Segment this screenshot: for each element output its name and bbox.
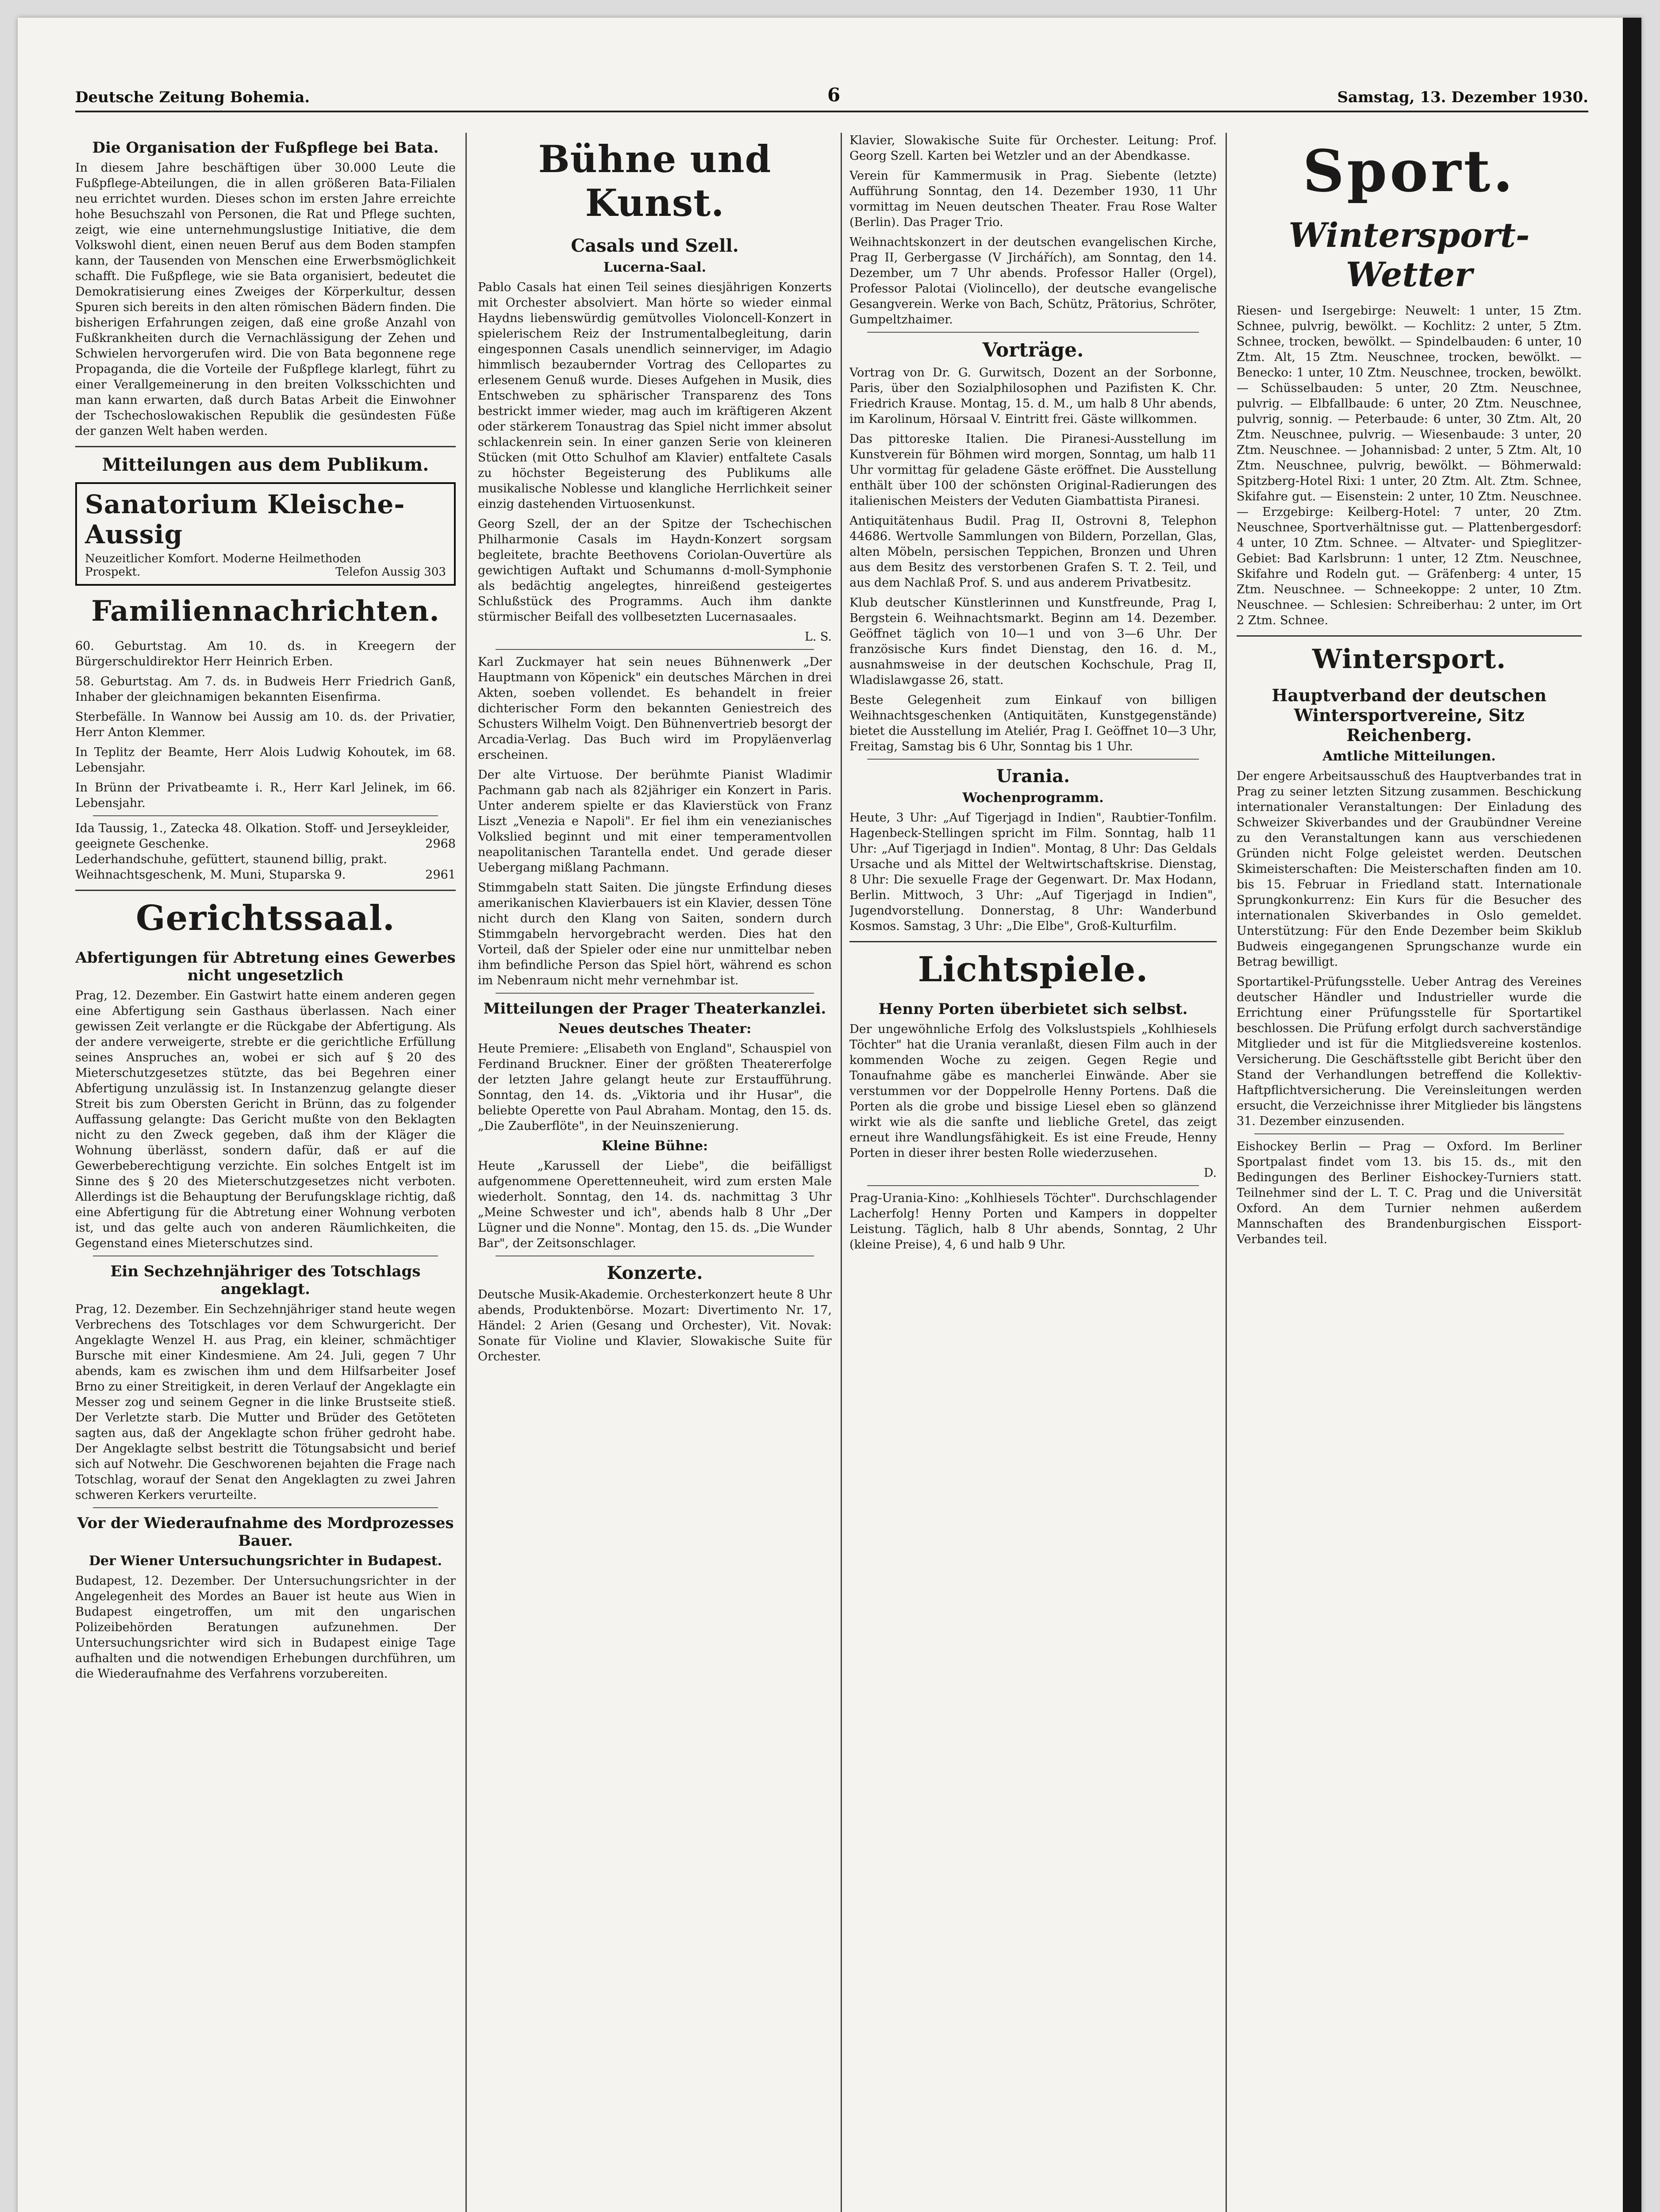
ad-line: Prospekt.	[85, 565, 141, 579]
section-heading: Mitteilungen aus dem Publikum.	[102, 454, 429, 475]
article-headline: Ein Sechzehnjähriger des Totschlags angeklagt.	[110, 1263, 421, 1298]
article-body: In diesem Jahre beschäftigen über 30.000 Leute die Fußpflege-Abteilungen, die in allen größeren Bata-Filialen neu errichtet wurden. Dieses schon im ersten Jahre erreichte hohe Besuchszahl von Personen, die Rat und Pflege suchten, zeigt, wie eine unternehmungslustige Initiative, die dem Volkswohl dient, einen neuen Beruf aus dem Boden stampfen kann, der Tausenden von Menschen eine Erwerbsmöglichkeit schafft. Die Fußpflege, wie sie Bata organisiert, bedeutet die Demokratisierung eines Zweiges der Körperkultur, dessen Spuren sich bereits in den alten römischen Bädern finden. Die bisherigen Erfahrungen zeigen, daß eine große Anzahl von Fußkrankheiten durch die Vernachlässigung der Zehen und Schwielen hervorgerufen wird. Die von Bata begonnene rege Propaganda, die die Vorteile der Fußpflege klarlegt, führt zu einer Verallgemeinerung in den breiten Volksschichten und man kann erwarten, daß durch Batas Arbeit die Einwohner der Tschechoslowakischen Republik die gesündesten Füße der ganzen Welt haben werden.	[75, 161, 456, 438]
article-body: Klub deutscher Künstlerinnen und Kunstfreunde, Prag I, Bergstein 6. Weihnachtsmarkt. Beginn am 14. Dezember. Geöffnet täglich von 10—1 und von 3—6 Uhr. Der französische Kurs findet Dienstag, den 16. d. M., ausnahmsweise in der deutschen Kochschule, Prag II, Wladislawgasse 26, statt.	[849, 596, 1217, 687]
family-item: 58. Geburtstag. Am 7. ds. in Budweis Herr Friedrich Ganß, Inhaber der gleichnamigen bekannten Eisenfirma.	[75, 675, 456, 704]
article-headline: Die Organisation der Fußpflege bei Bata.	[92, 139, 439, 157]
column-rule	[841, 133, 842, 2212]
article-body: Vortrag von Dr. G. Gurwitsch, Dozent an der Sorbonne, Paris, über den Sozialphilosophen und Pazifisten K. Chr. Friedrich Krause. Montag, 15. d. M., um halb 8 Uhr abends, im Karolinum, Hörsaal V. Eintritt frei. Gäste willkommen.	[849, 366, 1217, 426]
article-subheadline: Neues deutsches Theater:	[558, 1021, 752, 1037]
article-subheadline: Amtliche Mitteilungen.	[1322, 749, 1496, 764]
sanatorium-ad	[75, 482, 456, 586]
classified-number: 2968	[425, 837, 456, 851]
ad-phone: Telefon Aussig 303	[335, 565, 446, 579]
article-headline: Wintersport-Wetter	[1288, 215, 1530, 294]
article-body: Verein für Kammermusik in Prag. Siebente (letzte) Aufführung Sonntag, den 14. Dezember 1930, 11 Uhr vormittag im Neuen deutschen Theater. Frau Rose Walter (Berlin). Das Prager Trio.	[849, 169, 1217, 229]
section-heading: Gerichtssaal.	[136, 898, 395, 938]
column-rule	[1226, 133, 1227, 2212]
article-subheadline: Wochenprogramm.	[962, 790, 1104, 806]
article-body: Heute Premiere: „Elisabeth von England", Schauspiel von Ferdinand Bruckner. Einer der größten Theatererfolge der letzten Jahre gelangt heute zur Erstaufführung. Sonntag, den 14. ds. „Viktoria und ihr Husar", die beliebte Operette von Paul Abraham. Montag, den 15. ds. „Die Zauberflöte", in der Neuinszenierung.	[478, 1042, 832, 1133]
running-header	[75, 84, 1588, 112]
article-body: Heute, 3 Uhr: „Auf Tigerjagd in Indien", Raubtier-Tonfilm. Hagenbeck-Stellingen spricht im Film. Sonntag, halb 11 Uhr: „Auf Tigerjagd in Indien". Montag, 8 Uhr: Das Geldals Ursache und als Mittel der Weltwirtschaftskrise. Dienstag, 8 Uhr: Die sexuelle Frage der Gegenwart. Dr. Max Hodann, Berlin. Mittwoch, 3 Uhr: „Auf Tigerjagd in Indien", Jugendvorstellung. Donnerstag, 8 Uhr: Wanderbund Kosmos. Samstag, 3 Uhr: „Die Elbe", Groß-Kulturfilm.	[849, 811, 1217, 933]
section-heading: Wintersport.	[1312, 644, 1506, 675]
article-body: Heute „Karussell der Liebe", die beifälligst aufgenommene Operettenneuheit, wird zum ersten Male wiederholt. Sonntag, den 14. ds. nachmittag 3 Uhr „Meine Schwester und ich", abends halb 8 Uhr „Der Lügner und die Nonne". Montag, den 15. ds. „Die Wunder Bar", der Zeitsonschlager.	[478, 1159, 832, 1250]
article-body: Karl Zuckmayer hat sein neues Bühnenwerk „Der Hauptmann von Köpenick" ein deutsches Märchen in drei Akten, soeben vollendet. Es behandelt in freier dichterischer Form den bekannten Geniestreich des Schusters Wilhelm Voigt. Den Bühnenvertrieb besorgt der Arcadia-Verlag. Das Buch wird im Propyläenverlag erscheinen.	[478, 655, 832, 762]
page-number: 6	[827, 84, 841, 106]
article-body: Antiquitätenhaus Budil. Prag II, Ostrovni 8, Telephon 44686. Wertvolle Sammlungen von Bildern, Porzellan, Glas, alten Möbeln, persischen Teppichen, Bronzen und Uhren aus dem Besitz des verstorbenen Grafen S. T. 2. Teil, und aus dem Nachlaß Prof. S. und aus anderem Privatbesitz.	[849, 514, 1217, 590]
column-rule	[465, 133, 467, 2212]
scan-edge	[1623, 18, 1641, 2212]
article-subheadline: Lucerna-Saal.	[603, 260, 707, 275]
column-3	[849, 133, 1217, 2212]
article-body: Der engere Arbeitsausschuß des Hauptverbandes trat in Prag zu seiner letzten Sitzung zusammen. Beschickung internationaler Veranstaltungen: Der Einladung des Schweizer Skiverbandes und der Graubündner Vereine zu den Veranstaltungen kann aus verschiedenen Gründen nicht Folge geleistet werden. Deutschen Skimeisterschaften: Die Meisterschaften finden am 10. bis 15. Februar in Friedland statt. Internationale Sprungkonkurrenz: Ein Kurs für die Besucher des internationalen Skiverbandes in Oslo gemeldet. Unterstützung: Für den Ende Dezember beim Skiklub Budweis eingegangenen Sprungschanze wurde ein Betrag bewilligt.	[1237, 769, 1582, 969]
article-body: Riesen- und Isergebirge: Neuwelt: 1 unter, 15 Ztm. Schnee, pulvrig, bewölkt. — Kochlitz: 2 unter, 5 Ztm. Schnee, trocken, bewölkt. — Spindelbauden: 6 unter, 10 Ztm. Alt, 15 Ztm. Neuschnee, trocken, bewölkt. — Benecko: 1 unter, 10 Ztm. Neuschnee, trocken, bewölkt. — Schüsselbauden: 5 unter, 20 Ztm. Neuschnee, pulvrig. — Elbfallbaude: 6 unter, 20 Ztm. Neuschnee, pulvrig, sonnig. — Peterbaude: 6 unter, 30 Ztm. Alt, 20 Ztm. Neuschnee, pulvrig. — Wiesenbaude: 3 unter, 20 Ztm. Neuschnee. — Johannisbad: 2 unter, 5 Ztm. Alt, 10 Ztm. Neuschnee, pulvrig, bewölkt. — Böhmerwald: Spitzberg-Hotel Rixi: 1 unter, 20 Ztm. Alt. Ztm. Schnee, Skifahre gut. — Eisenstein: 2 unter, 10 Ztm. Neuschnee. — Erzgebirge: Keilberg-Hotel: 7 unter, 20 Ztm. Neuschnee, Sportverhältnisse gut. — Plattenbergesdorf: 4 unter, 10 Ztm. Schnee. — Altvater- und Spieglitzer-Gebiet: Bad Karlsbrunn: 1 unter, 12 Ztm. Neuschnee, Skifahre und Rodeln gut. — Gräfenberg: 4 unter, 15 Ztm. Neuschnee. — Schneekoppe: 2 unter, 10 Ztm. Neuschnee. — Schlesien: Schreiberhau: 2 unter, im Ort 2 Ztm. Schnee.	[1237, 304, 1582, 627]
column-4	[1237, 133, 1582, 2212]
issue-date: Samstag, 13. Dezember 1930.	[1337, 88, 1588, 106]
classified-ad	[75, 821, 456, 852]
section-heading: Familiennachrichten.	[91, 595, 440, 628]
article-body: Das pittoreske Italien. Die Piranesi-Ausstellung im Kunstverein für Böhmen wird morgen, Sonntag, um halb 11 Uhr vormittag für geladene Gäste eröffnet. Die Ausstellung enthält über 100 der schönsten Original-Radierungen des italienischen Meisters der Veduten Giambattista Piranesi.	[849, 432, 1217, 508]
family-item: 60. Geburtstag. Am 10. ds. in Kreegern der Bürgerschuldirektor Herr Heinrich Erben.	[75, 639, 456, 668]
article-headline: Hauptverband der deutschen Wintersportvereine, Sitz Reichenberg.	[1272, 685, 1547, 745]
section-heading: Sport.	[1303, 137, 1516, 205]
article-body: Stimmgabeln statt Saiten. Die jüngste Erfindung dieses amerikanischen Klavierbauers ist ein Klavier, dessen Töne nicht durch den Klang von Saiten, sondern durch Stimmgabeln hervorgebracht werden. Dies hat den Vorteil, daß der Spieler oder eine nur unmittelbar neben ihm befindliche Person das Spiel hört, während es schon im Nebenraum nicht mehr vernehmbar ist.	[478, 881, 832, 987]
ad-title: Sanatorium Kleische-Aussig	[85, 489, 405, 549]
article-headline: Mitteilungen der Prager Theaterkanzlei.	[483, 1000, 826, 1018]
column-1	[75, 133, 456, 2212]
article-headline: Henny Porten überbietet sich selbst.	[878, 1000, 1188, 1018]
newspaper-page	[18, 18, 1641, 2212]
classified-text: Ida Taussig, 1., Zatecka 48. Olkation. Stoff- und Jerseykleider, geeignete Geschenke.	[75, 822, 450, 851]
article-body: Prag, 12. Dezember. Ein Sechzehnjähriger stand heute wegen Verbrechens des Totschlages vor dem Schwurgericht. Der Angeklagte Wenzel H. aus Prag, ein kleiner, schmächtiger Bursche mit einer Kindesmiene. Am 24. Juli, gegen 7 Uhr abends, kam es zwischen ihm und dem Hilfsarbeiter Josef Brno zu einer Streitigkeit, in deren Verlauf der Angeklagte ein Messer zog und seinem Gegner in die linke Brustseite stieß. Der Verletzte starb. Die Mutter und Brüder des Getöteten sagten aus, daß der Angeklagte schon früher gedroht habe. Der Angeklagte selbst bestritt die Tötungsabsicht und berief sich auf Notwehr. Die Geschworenen bejahten die Frage nach Totschlag, worauf der Senat den Angeklagten zu zwei Jahren schweren Kerkers verurteilte.	[75, 1302, 456, 1502]
family-item: Sterbefälle. In Wannow bei Aussig am 10. ds. der Privatier, Herr Anton Klemmer.	[75, 710, 456, 739]
article-body: Prag-Urania-Kino: „Kohlhiesels Töchter". Durchschlagender Lacherfolg! Henny Porten und Kampers in doppelter Leistung. Täglich, halb 8 Uhr abends, Sonntag, 2 Uhr (kleine Preise), 4, 6 und halb 9 Uhr.	[849, 1191, 1217, 1252]
family-item: In Brünn der Privatbeamte i. R., Herr Karl Jelinek, im 66. Lebensjahr.	[75, 781, 456, 810]
section-heading: Bühne und Kunst.	[538, 137, 772, 225]
paper-title: Deutsche Zeitung Bohemia.	[75, 88, 310, 106]
article-headline: Konzerte.	[607, 1263, 703, 1283]
article-headline: Vor der Wiederaufnahme des Mordprozesses Bauer.	[77, 1514, 454, 1550]
section-heading: Lichtspiele.	[918, 949, 1149, 990]
family-item: In Teplitz der Beamte, Herr Alois Ludwig Kohoutek, im 68. Lebensjahr.	[75, 745, 456, 775]
ad-line: Neuzeitlicher Komfort. Moderne Heilmethoden	[85, 552, 361, 565]
classified-ad	[75, 852, 456, 883]
article-body: Klavier, Slowakische Suite für Orchester. Leitung: Prof. Georg Szell. Karten bei Wetzler und an der Abendkasse.	[849, 134, 1217, 163]
article-subheadline: Kleine Bühne:	[601, 1138, 708, 1154]
article-headline: Casals und Szell.	[571, 235, 739, 256]
article-body: Pablo Casals hat einen Teil seines diesjährigen Konzerts mit Orchester absolviert. Man hörte so wieder einmal Haydns liebenswürdig gemütvolles Violoncell-Konzert in spielerischem Reiz der Instrumentalbegleitung, darin eingesponnen Casals unendlich seinnerviger, im Adagio himmlisch bezaubernder Vortrag des Cellopartes zu erlesenem Genuß wurde. Dieses Aufgehen in Musik, dies Entschweben zu sphärischer Transparenz des Tons bestrickt immer wieder, mag auch im kräftigeren Akzent oder stärkerem Tonaustrag das Spiel nicht immer absolut schlackenrein sein. In einer ganzen Serie von kleineren Stücken (mit Otto Schulhof am Klavier) entfaltete Casals zu höchster Begeisterung des Publikums alle musikalische Noblesse und klangliche Herrlichkeit seiner einzig dastehenden Virtuosenkunst.	[478, 280, 832, 511]
article-signature: D.	[1203, 1166, 1217, 1180]
article-signature: L. S.	[804, 630, 832, 644]
article-headline: Abfertigungen für Abtretung eines Gewerbes nicht ungesetzlich	[75, 949, 456, 984]
article-body: Der alte Virtuose. Der berühmte Pianist Wladimir Pachmann gab nach als 82jähriger ein Konzert in Paris. Unter anderem spielte er das Klavierstück von Franz Liszt „Venezia e Napoli". Er fiel ihm ein venezianisches Volkslied beginnt und mit einer temperamentvollen neapolitanischen Tarantella endet. Und gerade dieser Uebergang mißlang Pachmann.	[478, 768, 832, 875]
article-body: Der ungewöhnliche Erfolg des Volkslustspiels „Kohlhiesels Töchter" hat die Urania veranlaßt, diesen Film auch in der kommenden Woche zu zeigen. Gegen Regie und Tonaufnahme gäbe es mancherlei Einwände. Aber sie verstummen vor der Doppelrolle Henny Portens. Daß die Porten als die grobe und bissige Liesel eben so glänzend wirkt wie als die sanfte und liebliche Gretel, das zeigt erneut ihre Wandlungsfähigkeit. Es ist eine Freude, Henny Porten in dieser ihrer besten Rolle wiederzusehen.	[849, 1022, 1217, 1160]
article-body: Sportartikel-Prüfungsstelle. Ueber Antrag des Vereines deutscher Händler und Industrieller wurde die Errichtung einer Prüfungsstelle für Sportartikel beschlossen. Die Prüfung erfolgt durch sachverständige Mitglieder und ist für die Mitgliedsvereine kostenlos. Versicherung. Die Geschäftsstelle gibt Bericht über den Stand der Verhandlungen betreffend die Kollektiv-Haftpflichtversicherung. Die Vereinsleitungen werden ersucht, die Verzeichnisse ihrer Mitglieder bis längstens 31. Dezember einzusenden.	[1237, 975, 1582, 1128]
article-body: Deutsche Musik-Akademie. Orchesterkonzert heute 8 Uhr abends, Produktenbörse. Mozart: Divertimento Nr. 17, Händel: 2 Arien (Gesang und Orchester), Vit. Novak: Sonate für Violine und Klavier, Slowakische Suite für Orchester.	[478, 1288, 832, 1363]
article-body: Eishockey Berlin — Prag — Oxford. Im Berliner Sportpalast findet vom 13. bis 15. ds., mit den Bedingungen des Berliner Eishockey-Turniers statt. Teilnehmer sind der L. T. C. Prag und die Universität Oxford. An dem Turnier nehmen außerdem Mannschaften des Brandenburgischen Eissport-Verbandes teil.	[1237, 1140, 1582, 1246]
classified-number: 2961	[425, 868, 456, 882]
column-2	[478, 133, 832, 2212]
section-heading: Urania.	[996, 766, 1070, 787]
article-body: Weihnachtskonzert in der deutschen evangelischen Kirche, Prag II, Gerbergasse (V Jirchářích), am Sonntag, den 14. Dezember, um 7 Uhr abends. Professor Haller (Orgel), Professor Palotai (Violincello), der deutsche evangelische Gesangverein. Werke von Bach, Schütz, Prätorius, Schröter, Gumpeltzhaimer.	[849, 235, 1217, 326]
article-subheadline: Der Wiener Untersuchungsrichter in Budapest.	[88, 1553, 442, 1569]
article-body: Georg Szell, der an der Spitze der Tschechischen Philharmonie Casals im Haydn-Konzert sorgsam begleitete, brachte Beethovens Coriolan-Ouvertüre als gewichtigen Auftakt und Schumanns d-moll-Symphonie als bedächtig angelegtes, hinreißend gesteigertes Schlußstück des Programms. Auch ihm dankte stürmischer Beifall des vollbesetzten Lucernasaales.	[478, 517, 832, 624]
article-body: Beste Gelegenheit zum Einkauf von billigen Weihnachtsgeschenken (Antiquitäten, Kunstgegenstände) bietet die Ausstellung im Ateliér, Prag I. Geöffnet 10—3 Uhr, Freitag, Samstag bis 6 Uhr, Sonntag bis 1 Uhr.	[849, 693, 1217, 753]
article-body: Prag, 12. Dezember. Ein Gastwirt hatte einem anderen gegen eine Abfertigung sein Gasthaus überlassen. Nach einer gewissen Zeit verlangte er die Rückgabe der Abfertigung. Als der andere verweigerte, strebte er die gerichtliche Erfüllung seines Anspruches an, wobei er sich auf § 20 des Mieterschutzgesetzes stützte, das bei Begehren einer Abfertigung unzulässig ist. In Instanzenzug gelangte dieser Streit bis zum Obersten Gericht in Brünn, das zu folgender Auffassung gelangte: Das Gericht mußte von den Beklagten nicht zu den Zweck gegeben, daß ihm der Kläger die Wohnung überlässt, sondern dafür, daß er auf die Gewerbeberechtigung verzichte. Ein solches Entgelt ist im Sinne des § 20 des Mieterschutzgesetzes nicht verboten. Allerdings ist die Behauptung der Berufungsklage richtig, daß eine Abfertigung für die Abtretung einer Wohnung verboten ist, und das gelte auch von anderen Räumlichkeiten, die Gegenstand eines Mieterschutzes sind.	[75, 989, 456, 1250]
section-heading: Vorträge.	[982, 339, 1084, 361]
article-body: Budapest, 12. Dezember. Der Untersuchungsrichter in der Angelegenheit des Mordes an Bauer ist heute aus Wien in Budapest eingetroffen, um mit den ungarischen Polizeibehörden Beratungen aufzunehmen. Der Untersuchungsrichter wird sich in Budapest einige Tage aufhalten und die notwendigen Erhebungen durchführen, um die Wiederaufnahme des Verfahrens vorzubereiten.	[75, 1574, 456, 1681]
classified-text: Lederhandschuhe, gefüttert, staunend billig, prakt. Weihnachtsgeschenk, M. Muni, Stuparska 9.	[75, 853, 387, 882]
